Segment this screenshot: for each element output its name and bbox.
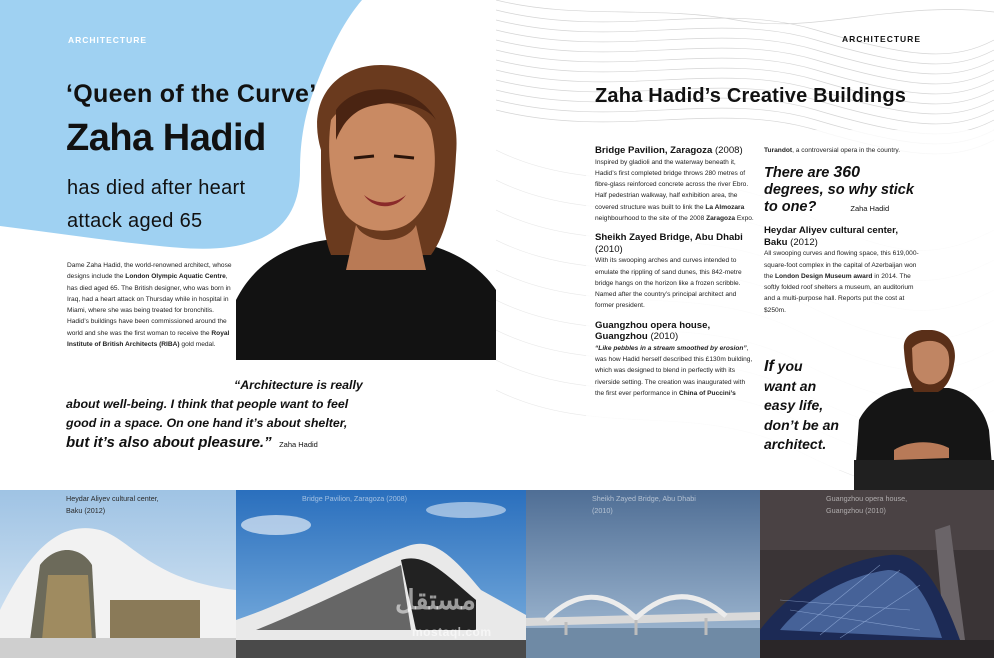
pull-quote-text: degrees, so why stick xyxy=(764,182,914,199)
building-title xyxy=(595,145,755,157)
side-quote-text: you xyxy=(773,358,803,374)
building-description xyxy=(595,157,755,225)
building-title xyxy=(595,320,755,343)
building-year: (2010) xyxy=(650,331,679,343)
hadid-quote xyxy=(66,376,376,454)
side-quote-text: want an xyxy=(764,377,817,394)
quote-line: but it’s also about pleasure.” xyxy=(66,434,272,451)
pull-quote xyxy=(764,164,924,217)
body-text: , was how Hadid herself described this £130m building, which was designed to blend in perfectly with its riverside setting. The creation was inaugurated with the first ever performance in xyxy=(595,344,753,397)
building-description xyxy=(595,255,755,311)
building-year: (2010) xyxy=(595,243,623,255)
side-quote-text: easy life, xyxy=(764,397,824,413)
zaha-hadid-seated-photo xyxy=(854,330,994,490)
headline-name: Zaha Hadid xyxy=(66,117,266,159)
watermark-url: mostaql.com xyxy=(412,625,492,639)
photo-strip xyxy=(0,490,994,658)
body-highlight: La Almozara xyxy=(705,203,745,211)
pull-quote-attribution: Zaha Hadid xyxy=(850,204,890,214)
building-title xyxy=(595,232,755,255)
headline-nickname: ‘Queen of the Curve’ xyxy=(66,80,317,108)
article-body xyxy=(67,260,233,350)
building-name: Bridge Pavilion, Zaragoza xyxy=(595,145,713,156)
side-quote-text: architect. xyxy=(764,436,827,452)
building-name: Sheikh Zayed Bridge, Abu Dhabi xyxy=(595,232,743,244)
buildings-column-2 xyxy=(764,145,924,324)
body-text: in 2014. The softly folded roof shelters a museum, an auditorium and a multi-purpose hall. Reports put the cost at $250m. xyxy=(764,272,914,314)
body-text: gold medal. xyxy=(179,341,216,349)
quote-line: about well-being. I think that people want to feel xyxy=(66,397,349,411)
building-description xyxy=(595,343,755,399)
photo-caption: Sheikh Zayed Bridge, Abu Dhabi (2010) xyxy=(592,494,696,515)
body-highlight: Turandot xyxy=(764,147,793,154)
photo-caption: Guangzhou opera house, Guangzhou (2010) xyxy=(826,494,908,515)
body-highlight: China of Puccini’s xyxy=(678,389,736,397)
body-text: neighbourhood to the site of the 2008 xyxy=(595,214,707,222)
body-text: Inspired by gladioli and the waterway beneath it, Hadid’s first completed bridge throws 280 metres of fibre-glass reinforced concrete across the river Ebro. Half pedestrian walkway, half exhibition area, the covered structure was built to link the xyxy=(595,158,749,211)
body-text: Expo. xyxy=(735,214,754,222)
body-text: All swooping curves and flowing space, this 619,000-square-foot complex in the capital of Azerbaijan won the xyxy=(764,250,919,280)
body-text: Dame Zaha Hadid, the world-renowned architect, whose designs include the xyxy=(67,262,232,281)
photo-heydar-aliyev xyxy=(0,490,236,658)
body-text: , a controversial opera in the country. xyxy=(792,147,901,154)
photo-sheikh-zayed-bridge xyxy=(526,490,760,658)
building-description xyxy=(764,248,924,316)
watermark-logo: مستقل xyxy=(395,585,476,615)
photo-caption: Heydar Aliyev cultural center, Baku (2012) xyxy=(66,494,159,515)
page-title: Zaha Hadid’s Creative Buildings xyxy=(595,85,907,107)
quote-line: “Architecture is really xyxy=(234,378,363,392)
section-tag: ARCHITECTURE xyxy=(68,35,148,45)
body-text: , has died aged 65. The British designer, who was born in Iraq, had a heart attack on Thursday while in hospital in Miami, where she was being treated for bronchitis. xyxy=(67,273,231,315)
building-year: (2008) xyxy=(714,145,743,156)
pull-quote-number: 360 xyxy=(833,164,861,182)
pull-quote-text: There are xyxy=(764,165,834,182)
building-title xyxy=(764,225,924,248)
pull-quote-text: to one? xyxy=(764,199,817,216)
building-year: (2012) xyxy=(790,236,818,248)
body-text: With its swooping arches and curves intended to emulate the rippling of sand dunes, this 842-metre bridge hangs on the horizon like a frozen scribble. Named after the country’s principal architect and former president. xyxy=(595,257,742,310)
headline-subtitle: has died after heart attack aged 65 xyxy=(67,177,246,232)
section-tag: ARCHITECTURE xyxy=(841,34,921,44)
body-highlight: “Like pebbles in a stream smoothed by erosion” xyxy=(595,344,747,352)
photo-caption: Bridge Pavilion, Zaragoza (2008) xyxy=(302,494,408,503)
quote-line: good in a space. On one hand it’s about shelter, xyxy=(66,416,348,430)
zaha-hadid-portrait xyxy=(236,60,496,360)
body-highlight: London Olympic Aquatic Centre xyxy=(125,273,226,281)
photo-guangzhou-opera xyxy=(760,490,994,658)
body-highlight: London Design Museum award xyxy=(775,272,873,280)
right-page xyxy=(496,0,994,490)
building-name: Heydar Aliyev cultural center, Baku xyxy=(764,225,899,248)
body-highlight: Royal Institute of British Architects (RIBA) xyxy=(67,329,230,349)
side-quote-text: If xyxy=(764,358,774,375)
buildings-column-1 xyxy=(595,145,755,407)
left-page xyxy=(0,0,496,490)
quote-attribution: Zaha Hadid xyxy=(279,440,318,449)
side-quote-text: don’t be an xyxy=(764,416,839,433)
building-description-continued xyxy=(764,145,924,156)
body-text: Hadid’s buildings have been commissioned around the world and she was the first woman to receive the xyxy=(67,318,227,337)
building-name: Guangzhou opera house, Guangzhou xyxy=(595,319,711,343)
body-highlight: Zaragoza xyxy=(706,214,736,222)
